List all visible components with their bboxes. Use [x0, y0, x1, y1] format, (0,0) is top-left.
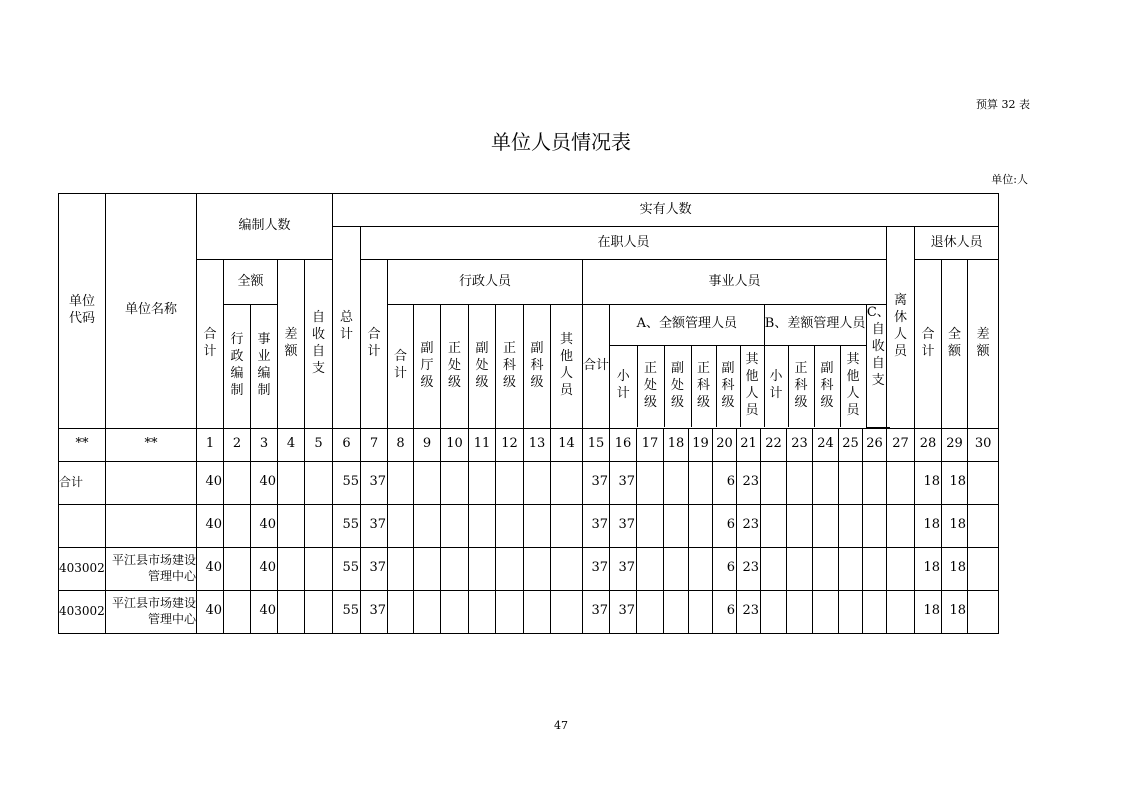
value-cell	[524, 547, 551, 590]
index-cell: 18	[664, 428, 689, 461]
col-auth-total: 合 计	[197, 260, 224, 429]
col-diff: 差 额	[278, 260, 305, 429]
col-admin-total: 合 计	[388, 305, 414, 429]
index-cell: 30	[968, 428, 999, 461]
value-cell	[761, 461, 787, 504]
value-cell	[689, 547, 713, 590]
value-cell: 18	[915, 547, 942, 590]
unit-code-cell: 403002	[59, 547, 106, 590]
value-cell	[787, 461, 813, 504]
form-number: 预算 32 表	[976, 98, 1030, 111]
value-cell	[887, 461, 915, 504]
value-cell: 55	[333, 461, 361, 504]
value-cell	[441, 590, 469, 633]
value-cell: 40	[197, 590, 224, 633]
col-retired: 退休人员	[915, 227, 999, 260]
value-cell	[664, 590, 689, 633]
col-a-section: 正 科 级	[691, 345, 716, 427]
value-cell	[305, 547, 333, 590]
index-cell: 6	[333, 428, 361, 461]
value-cell: 37	[583, 590, 610, 633]
col-inst-staff: 事业人员	[583, 260, 887, 305]
value-cell: 40	[197, 547, 224, 590]
value-cell: 23	[737, 504, 761, 547]
value-cell	[305, 504, 333, 547]
table-row	[59, 461, 999, 504]
table-row	[59, 504, 999, 547]
value-cell	[813, 461, 839, 504]
col-admin-staff: 行政人员	[388, 260, 583, 305]
value-cell: 40	[251, 461, 278, 504]
value-cell	[278, 504, 305, 547]
value-cell: 37	[583, 461, 610, 504]
value-cell	[637, 547, 664, 590]
value-cell: 40	[251, 547, 278, 590]
value-cell	[551, 547, 583, 590]
index-cell: 4	[278, 428, 305, 461]
value-cell	[414, 590, 441, 633]
index-cell: 16	[610, 428, 637, 461]
value-cell: 55	[333, 590, 361, 633]
value-cell	[887, 504, 915, 547]
value-cell	[388, 461, 414, 504]
value-cell	[968, 461, 999, 504]
index-cell: 21	[737, 428, 761, 461]
value-cell	[839, 590, 863, 633]
col-c-group: C、 自收 自支	[866, 305, 890, 427]
value-cell	[224, 461, 251, 504]
value-cell	[689, 590, 713, 633]
table-body	[59, 428, 999, 633]
value-cell	[968, 504, 999, 547]
value-cell: 18	[915, 504, 942, 547]
value-cell: 18	[915, 590, 942, 633]
index-cell: 22	[761, 428, 787, 461]
value-cell	[787, 504, 813, 547]
index-cell: 7	[361, 428, 388, 461]
value-cell: 40	[251, 504, 278, 547]
value-cell: 23	[737, 461, 761, 504]
col-separated: 离 休 人 员	[887, 227, 915, 429]
unit-name-cell	[106, 461, 197, 504]
index-cell: 10	[441, 428, 469, 461]
value-cell	[863, 504, 887, 547]
col-actual: 实有人数	[333, 194, 999, 227]
col-grand-total: 总 计	[333, 227, 361, 429]
index-cell: **	[106, 428, 197, 461]
col-b-deputy-section: 副 科 级	[814, 345, 840, 427]
value-cell	[496, 461, 524, 504]
col-ret-full: 全 额	[942, 260, 968, 429]
value-cell	[388, 504, 414, 547]
col-division: 正 处 级	[441, 305, 469, 429]
value-cell	[388, 547, 414, 590]
value-cell	[469, 461, 496, 504]
value-cell	[839, 547, 863, 590]
value-cell: 37	[610, 461, 637, 504]
value-cell: 55	[333, 547, 361, 590]
value-cell	[224, 547, 251, 590]
table-header	[59, 194, 999, 429]
index-cell: 5	[305, 428, 333, 461]
col-admin-quota: 行 政 编 制	[224, 305, 251, 429]
col-a-sub: 小 计	[610, 345, 637, 427]
value-cell	[414, 504, 441, 547]
index-cell: 20	[713, 428, 737, 461]
value-cell: 40	[197, 461, 224, 504]
unit-name-cell: 平江县市场建设管理中心	[106, 590, 197, 633]
value-cell	[863, 461, 887, 504]
value-cell	[469, 547, 496, 590]
staff-table	[58, 193, 999, 634]
value-cell	[761, 590, 787, 633]
col-authorized: 编制人数	[197, 194, 333, 260]
value-cell	[664, 547, 689, 590]
col-b-section: 正 科 级	[788, 345, 814, 427]
value-cell	[968, 590, 999, 633]
unit-name-cell	[106, 504, 197, 547]
value-cell	[278, 461, 305, 504]
value-cell	[863, 590, 887, 633]
col-inst-quota: 事 业 编 制	[251, 305, 278, 429]
value-cell: 18	[942, 461, 968, 504]
page-number: 47	[554, 719, 568, 732]
value-cell	[524, 504, 551, 547]
unit-name-cell: 平江县市场建设管理中心	[106, 547, 197, 590]
table-row	[59, 590, 999, 633]
value-cell: 6	[713, 504, 737, 547]
index-cell: 23	[787, 428, 813, 461]
value-cell	[441, 461, 469, 504]
col-a-deputy-section: 副 科 级	[716, 345, 740, 427]
col-ret-total: 合 计	[915, 260, 942, 429]
col-unit-code: 单位 代码	[59, 194, 106, 429]
col-in-total: 合 计	[361, 260, 388, 429]
index-cell: 12	[496, 428, 524, 461]
value-cell: 37	[361, 461, 388, 504]
index-cell: 26	[863, 428, 887, 461]
value-cell	[787, 547, 813, 590]
value-cell	[496, 547, 524, 590]
value-cell	[224, 504, 251, 547]
value-cell	[813, 547, 839, 590]
col-a-other: 其 他 人 员	[740, 345, 764, 427]
value-cell	[278, 547, 305, 590]
value-cell	[689, 461, 713, 504]
value-cell: 37	[583, 504, 610, 547]
col-other: 其 他 人 员	[551, 305, 583, 429]
index-cell: 27	[887, 428, 915, 461]
unit-code-cell	[59, 504, 106, 547]
col-self-funded: 自 收 自 支	[305, 260, 333, 429]
value-cell	[839, 504, 863, 547]
value-cell	[787, 590, 813, 633]
value-cell	[496, 504, 524, 547]
col-a-group: A、全额管理人员	[610, 305, 764, 345]
index-cell: 8	[388, 428, 414, 461]
value-cell	[637, 504, 664, 547]
value-cell: 40	[251, 590, 278, 633]
value-cell	[637, 461, 664, 504]
value-cell	[887, 547, 915, 590]
col-full: 全额	[224, 260, 278, 305]
col-in-service: 在职人员	[361, 227, 887, 260]
value-cell: 55	[333, 504, 361, 547]
value-cell: 6	[713, 461, 737, 504]
inst-subgroup	[610, 305, 890, 428]
index-cell: 9	[414, 428, 441, 461]
value-cell	[863, 547, 887, 590]
value-cell: 6	[713, 590, 737, 633]
value-cell	[278, 590, 305, 633]
value-cell	[414, 547, 441, 590]
value-cell	[524, 590, 551, 633]
value-cell	[305, 590, 333, 633]
value-cell	[839, 461, 863, 504]
value-cell	[761, 504, 787, 547]
unit-code-cell: 403002	[59, 590, 106, 633]
value-cell: 37	[361, 547, 388, 590]
value-cell: 37	[610, 504, 637, 547]
value-cell	[469, 590, 496, 633]
index-cell: 17	[637, 428, 664, 461]
index-cell: 11	[469, 428, 496, 461]
index-cell: 1	[197, 428, 224, 461]
value-cell: 37	[610, 590, 637, 633]
col-section: 正 科 级	[496, 305, 524, 429]
value-cell: 37	[610, 547, 637, 590]
col-inst-total: 合计	[583, 305, 610, 429]
value-cell	[813, 504, 839, 547]
value-cell	[496, 590, 524, 633]
index-cell: 25	[839, 428, 863, 461]
col-ret-diff: 差 额	[968, 260, 999, 429]
value-cell	[637, 590, 664, 633]
col-deputy-division: 副 处 级	[469, 305, 496, 429]
value-cell	[305, 461, 333, 504]
value-cell: 23	[737, 547, 761, 590]
index-cell: 28	[915, 428, 942, 461]
value-cell	[689, 504, 713, 547]
col-a-deputy-division: 副 处 级	[664, 345, 691, 427]
col-deputy-section: 副 科 级	[524, 305, 551, 429]
col-b-group: B、差额管理人员	[764, 305, 866, 345]
index-cell: 2	[224, 428, 251, 461]
inst-subgroup-cell	[610, 305, 890, 429]
value-cell: 37	[583, 547, 610, 590]
value-cell: 18	[942, 504, 968, 547]
index-cell: 3	[251, 428, 278, 461]
index-row	[59, 428, 999, 461]
value-cell	[551, 590, 583, 633]
value-cell	[414, 461, 441, 504]
col-unit-name: 单位名称	[106, 194, 197, 429]
col-b-other: 其 他 人 员	[840, 345, 866, 427]
col-a-division: 正 处 级	[637, 345, 664, 427]
col-deputy-dept: 副 厅 级	[414, 305, 441, 429]
value-cell	[224, 590, 251, 633]
value-cell: 18	[942, 590, 968, 633]
value-cell	[813, 590, 839, 633]
value-cell	[388, 590, 414, 633]
table-row	[59, 547, 999, 590]
unit-code-cell: 合计	[59, 461, 106, 504]
index-cell: 29	[942, 428, 968, 461]
unit-label: 单位:人	[991, 173, 1028, 186]
index-cell: 15	[583, 428, 610, 461]
value-cell: 37	[361, 504, 388, 547]
value-cell	[551, 461, 583, 504]
value-cell	[524, 461, 551, 504]
value-cell	[469, 504, 496, 547]
value-cell: 6	[713, 547, 737, 590]
value-cell	[664, 461, 689, 504]
value-cell: 40	[197, 504, 224, 547]
value-cell	[551, 504, 583, 547]
value-cell: 23	[737, 590, 761, 633]
value-cell	[664, 504, 689, 547]
value-cell: 18	[942, 547, 968, 590]
page-title: 单位人员情况表	[491, 130, 631, 154]
col-b-sub: 小 计	[764, 345, 788, 427]
value-cell	[441, 504, 469, 547]
index-cell: 24	[813, 428, 839, 461]
index-cell: **	[59, 428, 106, 461]
value-cell	[761, 547, 787, 590]
index-cell: 19	[689, 428, 713, 461]
value-cell	[887, 590, 915, 633]
value-cell	[441, 547, 469, 590]
index-cell: 14	[551, 428, 583, 461]
value-cell: 18	[915, 461, 942, 504]
value-cell: 37	[361, 590, 388, 633]
value-cell	[968, 547, 999, 590]
index-cell: 13	[524, 428, 551, 461]
